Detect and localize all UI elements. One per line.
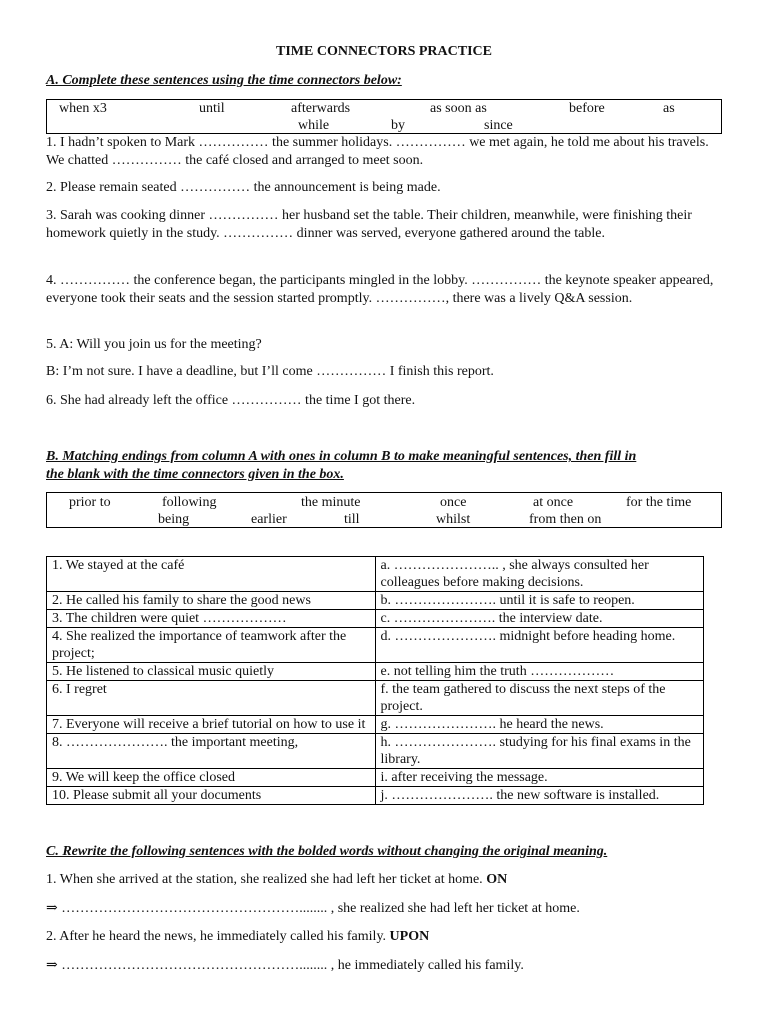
column-b-cell: b. …………………. until it is safe to reopen. (375, 592, 704, 610)
column-b-cell: d. …………………. midnight before heading home. (375, 628, 704, 663)
rewrite-answer-1: ⇒ ……………………………………………........ , she realized she had left her ticket at home. (46, 901, 580, 916)
word-box-item: once (440, 495, 467, 510)
word-box-item: as soon as (430, 101, 487, 116)
column-a-cell: 4. She realized the importance of teamwork after the project; (47, 628, 376, 663)
column-a-cell: 9. We will keep the office closed (47, 769, 376, 787)
rewrite-item-1 (46, 871, 722, 889)
word-box-item: before (569, 101, 605, 116)
word-box-item: the minute (301, 495, 361, 510)
sentence-a-4: 4. …………… the conference began, the participants mingled in the lobby. …………… the keynote speaker appeared, everyone took their seats and the session started promptly. ……………, there was a lively Q&A session. (46, 273, 714, 306)
word-box-item: following (162, 495, 217, 510)
sentence-a-1: 1. I hadn’t spoken to Mark …………… the summer holidays. …………… we met again, he told me about his travels. We chatted …………… the café closed and arranged to meet soon. (46, 135, 709, 168)
sentence-a-3: 3. Sarah was cooking dinner …………… her husband set the table. Their children, meanwhile, were finishing their homework quietly in the study. …………… dinner was served, everyone gathered around the table. (46, 208, 692, 241)
column-b-cell: i. after receiving the message. (375, 769, 704, 787)
word-box-item: until (199, 101, 225, 116)
section-b-heading-line1: B. Matching endings from column A with ones in column B to make meaningful sentences, then fill in (46, 449, 637, 464)
word-box-item: when x3 (59, 101, 107, 116)
column-a-cell: 2. He called his family to share the good news (47, 592, 376, 610)
sentence-a-5b: B: I’m not sure. I have a deadline, but I’ll come …………… I finish this report. (46, 364, 494, 379)
word-box-item: since (484, 118, 513, 133)
word-box-item: earlier (251, 512, 287, 527)
word-box-item: for the time (626, 495, 692, 510)
word-box-item: whilst (436, 512, 471, 527)
word-box-item: being (158, 512, 190, 527)
column-a-cell: 3. The children were quiet ……………… (47, 610, 376, 628)
column-a-cell: 5. He listened to classical music quietly (47, 663, 376, 681)
table-row (47, 769, 704, 787)
word-box-item: while (298, 118, 330, 133)
table-row (47, 663, 704, 681)
column-b-cell: h. …………………. studying for his final exams in the library. (375, 734, 704, 769)
section-a-heading: A. Complete these sentences using the time connectors below: (46, 73, 402, 88)
rewrite-item-2 (46, 928, 722, 946)
table-row (47, 610, 704, 628)
column-b-cell: f. the team gathered to discuss the next steps of the project. (375, 681, 704, 716)
column-a-cell: 7. Everyone will receive a brief tutorial on how to use it (47, 716, 376, 734)
rewrite-keyword: ON (486, 872, 508, 887)
column-b-cell: j. …………………. the new software is installed. (375, 787, 704, 805)
word-box-item: prior to (69, 495, 111, 510)
rewrite-keyword: UPON (389, 929, 430, 944)
table-row (47, 734, 704, 769)
word-box-item: afterwards (291, 101, 351, 116)
rewrite-sentence: 1. When she arrived at the station, she realized she had left her ticket at home. (46, 872, 483, 887)
section-b-word-box (46, 492, 722, 528)
page-title: TIME CONNECTORS PRACTICE (276, 44, 492, 59)
column-b-cell: e. not telling him the truth ……………… (375, 663, 704, 681)
column-b-cell: a. ………………….. , she always consulted her colleagues before making decisions. (375, 557, 704, 592)
column-a-cell: 10. Please submit all your documents (47, 787, 376, 805)
word-box-item: by (391, 118, 405, 133)
sentence-a-2: 2. Please remain seated …………… the announcement is being made. (46, 180, 441, 195)
column-a-cell: 8. …………………. the important meeting, (47, 734, 376, 769)
section-c-heading: C. Rewrite the following sentences with the bolded words without changing the original meaning. (46, 844, 608, 859)
rewrite-answer-2: ⇒ ……………………………………………........ , he immediately called his family. (46, 958, 524, 973)
column-a-cell: 6. I regret (47, 681, 376, 716)
table-row (47, 681, 704, 716)
column-b-cell: g. …………………. he heard the news. (375, 716, 704, 734)
sentence-a-6: 6. She had already left the office …………… the time I got there. (46, 393, 416, 408)
table-row (47, 716, 704, 734)
table-row (47, 787, 704, 805)
word-box-item: from then on (529, 512, 602, 527)
matching-table (46, 556, 704, 805)
column-b-cell: c. …………………. the interview date. (375, 610, 704, 628)
word-box-item: at once (533, 495, 574, 510)
table-row (47, 628, 704, 663)
sentence-a-5a: 5. A: Will you join us for the meeting? (46, 337, 262, 352)
table-row (47, 557, 704, 592)
word-box-item: as (663, 101, 675, 116)
table-row (47, 592, 704, 610)
rewrite-sentence: 2. After he heard the news, he immediately called his family. (46, 929, 387, 944)
word-box-item: till (344, 512, 360, 527)
column-a-cell: 1. We stayed at the café (47, 557, 376, 592)
section-b-heading-line2: the blank with the time connectors given in the box. (46, 467, 344, 482)
section-a-word-box (46, 99, 722, 134)
